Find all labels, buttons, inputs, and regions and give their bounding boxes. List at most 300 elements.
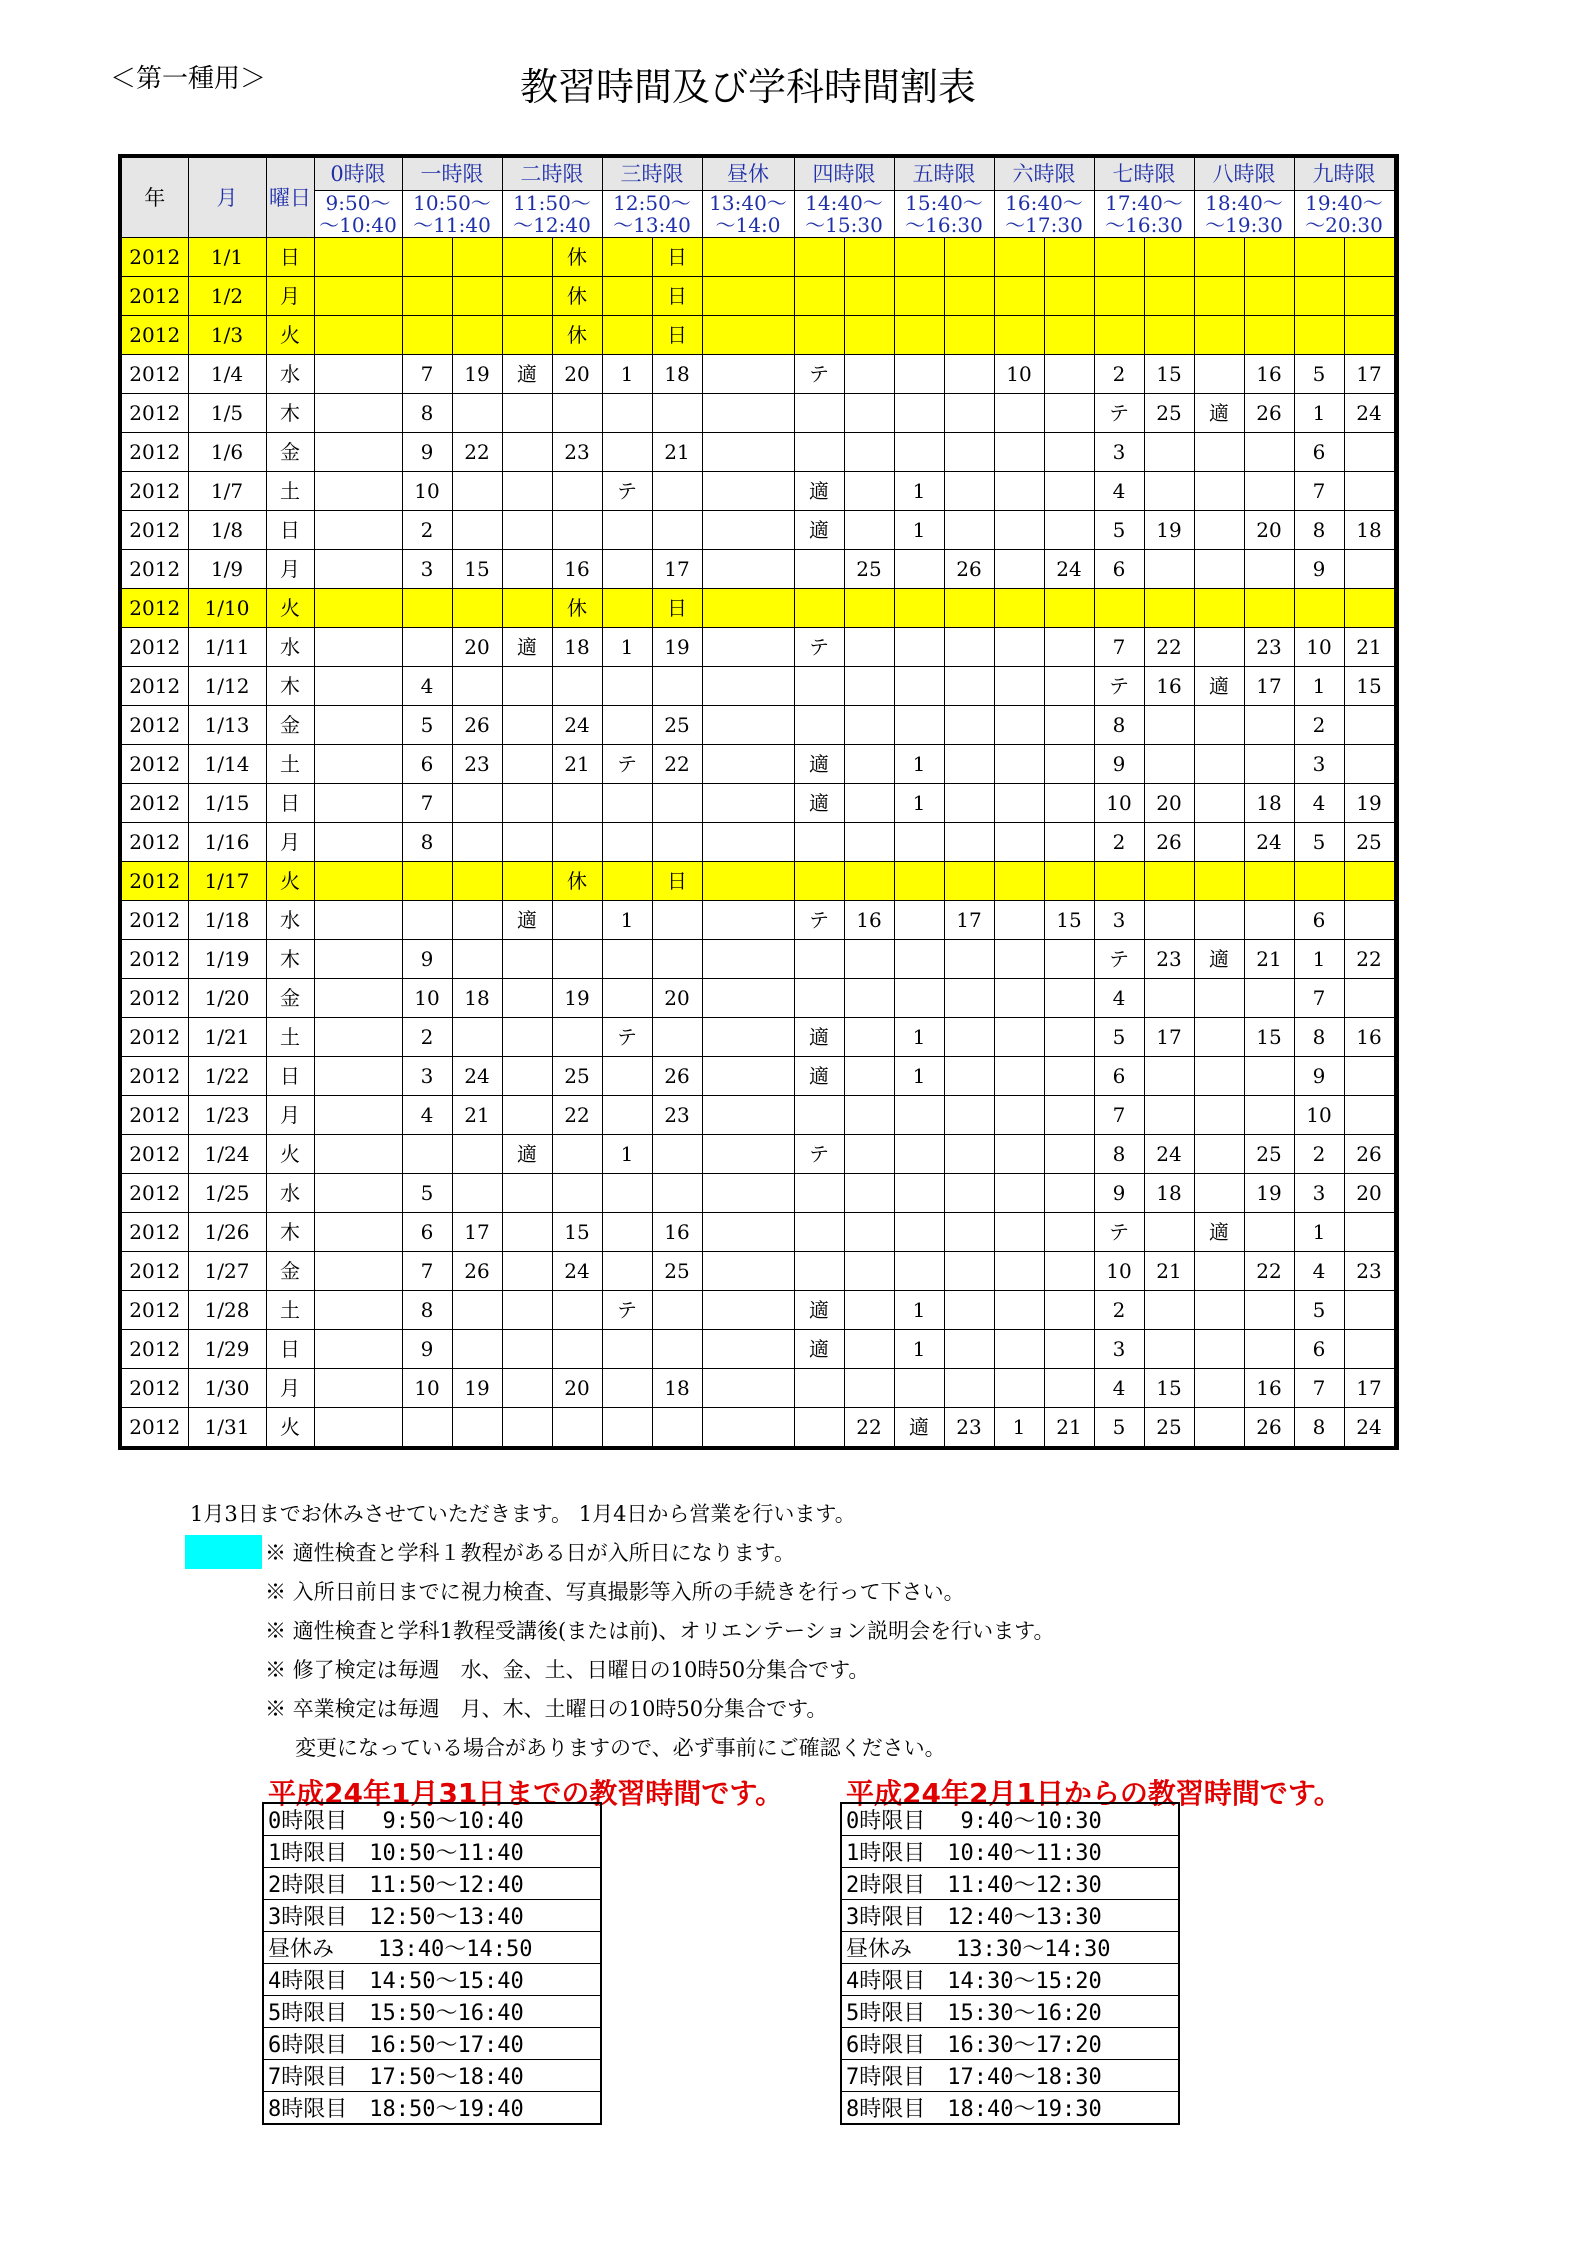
cell-period	[994, 628, 1044, 667]
cell-period: 24	[1344, 1408, 1394, 1449]
cell-period	[452, 823, 502, 862]
cell-period	[994, 1018, 1044, 1057]
cell-period	[502, 1213, 552, 1252]
old-timetable-cell: 8時限目 18:50〜19:40	[263, 2092, 601, 2125]
cell-period	[894, 355, 944, 394]
cell-period	[944, 823, 994, 862]
cell-period	[794, 706, 844, 745]
cell-weekday: 月	[266, 1369, 314, 1408]
cell-period	[702, 589, 794, 628]
schedule-row	[120, 862, 1397, 901]
cell-period	[994, 1213, 1044, 1252]
cell-period	[652, 901, 702, 940]
cell-period	[994, 745, 1044, 784]
cell-period: 18	[1244, 784, 1294, 823]
cell-period	[1344, 1330, 1394, 1369]
cell-period: 24	[552, 1252, 602, 1291]
cell-period: 6	[402, 1213, 452, 1252]
cell-date: 1/22	[188, 1057, 266, 1096]
cell-period	[994, 1174, 1044, 1213]
cell-weekday: 木	[266, 1213, 314, 1252]
cell-period	[994, 1057, 1044, 1096]
cell-year: 2012	[120, 1252, 188, 1291]
cell-period: 3	[1294, 1174, 1344, 1213]
cell-period	[1244, 1330, 1294, 1369]
cell-period	[1144, 1213, 1194, 1252]
cell-period	[1144, 901, 1194, 940]
cell-period	[1194, 1252, 1244, 1291]
cell-period	[314, 979, 402, 1018]
cell-period: 25	[652, 1252, 702, 1291]
cell-period	[402, 901, 452, 940]
cell-period	[552, 940, 602, 979]
cell-period	[1244, 706, 1294, 745]
cell-period	[894, 238, 944, 277]
cell-period	[1194, 238, 1244, 277]
cell-period	[1044, 1096, 1094, 1135]
old-timetable-row	[263, 1836, 601, 1868]
cell-period	[702, 862, 794, 901]
cell-period	[314, 1174, 402, 1213]
cell-period	[552, 1291, 602, 1330]
cell-period: 26	[452, 706, 502, 745]
cell-weekday: 日	[266, 238, 314, 277]
cell-period	[1194, 355, 1244, 394]
cell-year: 2012	[120, 433, 188, 472]
cell-period	[452, 238, 502, 277]
cell-period	[1194, 511, 1244, 550]
cell-year: 2012	[120, 1135, 188, 1174]
cell-period	[1344, 706, 1394, 745]
cell-period	[502, 589, 552, 628]
cell-period	[402, 238, 452, 277]
cell-period: テ	[794, 355, 844, 394]
cell-period: 10	[402, 1369, 452, 1408]
header-period-time: 13:40〜 〜14:0	[702, 191, 794, 238]
cell-period	[1194, 862, 1244, 901]
cell-period	[794, 277, 844, 316]
cell-date: 1/20	[188, 979, 266, 1018]
cell-period	[402, 589, 452, 628]
cell-period	[944, 1018, 994, 1057]
cell-period	[1044, 1369, 1094, 1408]
cell-period	[314, 784, 402, 823]
old-timetable-row	[263, 2092, 601, 2125]
cell-weekday: 月	[266, 823, 314, 862]
cell-period	[944, 706, 994, 745]
cell-period	[1244, 1096, 1294, 1135]
header-period-name: 八時限	[1194, 156, 1294, 191]
cell-period	[1044, 667, 1094, 706]
cell-period: 22	[552, 1096, 602, 1135]
cell-period: 10	[994, 355, 1044, 394]
cell-period	[1194, 277, 1244, 316]
header-period-name: 二時限	[502, 156, 602, 191]
cell-period	[944, 316, 994, 355]
schedule-row	[120, 1018, 1397, 1057]
cell-period	[994, 433, 1044, 472]
cell-period: 適	[502, 355, 552, 394]
schedule-row	[120, 628, 1397, 667]
schedule-row	[120, 1408, 1397, 1449]
cell-period	[944, 433, 994, 472]
cell-period	[944, 394, 994, 433]
cell-period: 15	[552, 1213, 602, 1252]
cell-period	[894, 1252, 944, 1291]
cell-period	[994, 901, 1044, 940]
cell-period: 適	[794, 472, 844, 511]
cell-period	[702, 238, 794, 277]
cell-period: テ	[602, 1018, 652, 1057]
cell-period	[944, 1057, 994, 1096]
cell-period	[702, 706, 794, 745]
cell-period: 18	[1144, 1174, 1194, 1213]
cell-period	[452, 1330, 502, 1369]
cell-period	[1244, 550, 1294, 589]
cell-period	[944, 979, 994, 1018]
cell-period	[944, 1291, 994, 1330]
cell-period: 21	[652, 433, 702, 472]
cell-period	[1194, 1018, 1244, 1057]
cell-period	[1044, 745, 1094, 784]
old-timetable-heading: 平成24年1月31日までの教習時間です。	[268, 1777, 784, 1810]
cell-period: 23	[552, 433, 602, 472]
cell-period: 3	[1094, 1330, 1144, 1369]
cell-period	[844, 355, 894, 394]
cell-period	[1244, 1057, 1294, 1096]
cell-period	[602, 1408, 652, 1449]
cell-period: 6	[1294, 1330, 1344, 1369]
new-timetable-row	[841, 2060, 1179, 2092]
cell-period	[702, 277, 794, 316]
cell-period	[452, 1174, 502, 1213]
cell-period: 3	[1094, 433, 1144, 472]
cell-period: 16	[1244, 355, 1294, 394]
cell-period: 4	[402, 667, 452, 706]
cell-period	[844, 667, 894, 706]
cell-period	[794, 1174, 844, 1213]
old-timetable-row	[263, 1996, 601, 2028]
cell-year: 2012	[120, 628, 188, 667]
cell-period	[1294, 277, 1344, 316]
cell-year: 2012	[120, 550, 188, 589]
new-timetable-cell: 4時限目 14:30〜15:20	[841, 1964, 1179, 1996]
cell-period	[314, 1096, 402, 1135]
cell-period	[314, 238, 402, 277]
cell-date: 1/21	[188, 1018, 266, 1057]
cell-period: 4	[1294, 784, 1344, 823]
cell-period	[314, 823, 402, 862]
new-timetable-row	[841, 1836, 1179, 1868]
cell-date: 1/12	[188, 667, 266, 706]
cell-period	[1044, 823, 1094, 862]
cell-period	[1394, 1408, 1397, 1449]
header-period-name: 七時限	[1094, 156, 1194, 191]
old-timetable	[262, 1802, 602, 2125]
cell-period	[1144, 1057, 1194, 1096]
cell-period	[552, 1408, 602, 1449]
cell-period	[1044, 1252, 1094, 1291]
cell-period	[1194, 784, 1244, 823]
cell-period	[602, 511, 652, 550]
cell-period	[1394, 1291, 1397, 1330]
header-period-time: 9:50〜 〜10:40	[314, 191, 402, 238]
cell-period	[794, 979, 844, 1018]
cell-period	[314, 901, 402, 940]
cell-period: 21	[1044, 1408, 1094, 1449]
cell-period	[844, 433, 894, 472]
cell-period: 3	[402, 550, 452, 589]
header-period-time: 19:40〜 〜20:30	[1294, 191, 1394, 238]
cell-period	[894, 667, 944, 706]
cell-period: 1	[1294, 394, 1344, 433]
cell-period	[702, 1213, 794, 1252]
cell-period: 23	[452, 745, 502, 784]
cell-period: 1	[894, 1291, 944, 1330]
cell-period	[314, 940, 402, 979]
cell-period	[602, 784, 652, 823]
cell-period: 9	[1294, 550, 1344, 589]
cell-period: テ	[794, 901, 844, 940]
cell-period: 4	[402, 1096, 452, 1135]
cell-period: 8	[402, 823, 452, 862]
cell-year: 2012	[120, 511, 188, 550]
cell-period: 22	[1344, 940, 1394, 979]
cell-weekday: 金	[266, 979, 314, 1018]
header-period-time: 12:50〜 〜13:40	[602, 191, 702, 238]
cell-period	[844, 1174, 894, 1213]
cell-period	[1094, 238, 1144, 277]
cell-period	[452, 1018, 502, 1057]
cell-period: 3	[1294, 745, 1344, 784]
cell-period: 6	[1294, 901, 1344, 940]
cell-period	[794, 1252, 844, 1291]
cell-period	[1244, 862, 1294, 901]
cell-period: 23	[652, 1096, 702, 1135]
cell-period	[502, 277, 552, 316]
cell-period: 19	[452, 1369, 502, 1408]
cell-period	[1194, 1174, 1244, 1213]
cell-period	[314, 1018, 402, 1057]
cell-period	[1194, 1291, 1244, 1330]
cell-period	[1294, 862, 1344, 901]
cell-year: 2012	[120, 394, 188, 433]
cell-period	[794, 394, 844, 433]
cell-period	[402, 1135, 452, 1174]
cell-period: テ	[1094, 667, 1144, 706]
cell-period	[1044, 940, 1094, 979]
cell-period: 15	[1244, 1018, 1294, 1057]
schedule-row	[120, 238, 1397, 277]
cell-period: 日	[652, 316, 702, 355]
cell-date: 1/7	[188, 472, 266, 511]
cell-period: 9	[1094, 1174, 1144, 1213]
cell-period	[702, 901, 794, 940]
cell-period	[1144, 433, 1194, 472]
cell-date: 1/24	[188, 1135, 266, 1174]
cell-period	[452, 316, 502, 355]
cell-period: 19	[1344, 784, 1394, 823]
header-period-name: 昼休	[702, 156, 794, 191]
cell-period	[1244, 901, 1294, 940]
cell-period	[502, 316, 552, 355]
cell-period	[652, 1330, 702, 1369]
cell-period	[502, 1174, 552, 1213]
cell-period	[994, 1135, 1044, 1174]
cell-period: 19	[1244, 1174, 1294, 1213]
cell-period	[502, 1369, 552, 1408]
cell-period	[702, 1252, 794, 1291]
cell-date: 1/14	[188, 745, 266, 784]
cell-weekday: 土	[266, 1018, 314, 1057]
cell-period	[844, 862, 894, 901]
cell-period: 26	[1244, 394, 1294, 433]
cell-period	[1394, 784, 1397, 823]
cell-period: 10	[1094, 1252, 1144, 1291]
cell-period	[844, 745, 894, 784]
schedule-row	[120, 394, 1397, 433]
cell-period	[944, 511, 994, 550]
cell-period	[844, 628, 894, 667]
cell-period	[1044, 979, 1094, 1018]
old-timetable-row	[263, 1900, 601, 1932]
new-timetable-cell: 0時限目 9:40〜10:30	[841, 1803, 1179, 1836]
cell-period: 日	[652, 238, 702, 277]
cell-period: 21	[552, 745, 602, 784]
cell-date: 1/16	[188, 823, 266, 862]
cell-period: 5	[1294, 1291, 1344, 1330]
cell-period: 25	[1144, 1408, 1194, 1449]
cell-period	[652, 940, 702, 979]
cell-period	[894, 628, 944, 667]
cell-period	[1194, 1330, 1244, 1369]
schedule-row	[120, 355, 1397, 394]
cell-period: 21	[1344, 628, 1394, 667]
cell-period: 26	[944, 550, 994, 589]
cell-weekday: 月	[266, 550, 314, 589]
cell-period	[502, 550, 552, 589]
cell-period	[844, 394, 894, 433]
cell-period	[1044, 433, 1094, 472]
cell-period	[1394, 589, 1397, 628]
cell-period	[314, 628, 402, 667]
cell-period	[652, 1408, 702, 1449]
cell-year: 2012	[120, 1057, 188, 1096]
cell-year: 2012	[120, 472, 188, 511]
cell-year: 2012	[120, 277, 188, 316]
cell-period	[602, 589, 652, 628]
cell-period	[844, 1291, 894, 1330]
cell-period	[314, 316, 402, 355]
cell-period: 19	[552, 979, 602, 1018]
cell-period: 25	[552, 1057, 602, 1096]
schedule-row	[120, 511, 1397, 550]
cell-year: 2012	[120, 1369, 188, 1408]
cell-period: 23	[1144, 940, 1194, 979]
cell-period	[1194, 550, 1244, 589]
cell-period	[1244, 1291, 1294, 1330]
cell-period	[894, 1369, 944, 1408]
cell-period	[652, 1291, 702, 1330]
cell-weekday: 日	[266, 1330, 314, 1369]
cell-period	[1194, 1096, 1244, 1135]
cell-period: 1	[1294, 1213, 1344, 1252]
cell-period: 日	[652, 589, 702, 628]
cell-period	[1394, 394, 1397, 433]
cell-period: 23	[1344, 1252, 1394, 1291]
cell-period: 1	[894, 745, 944, 784]
cell-period: 10	[1294, 1096, 1344, 1135]
cell-period	[452, 472, 502, 511]
header-period-name: 六時限	[994, 156, 1094, 191]
schedule-row	[120, 550, 1397, 589]
cell-period	[1194, 1369, 1244, 1408]
cell-period	[452, 277, 502, 316]
cell-period: 16	[1144, 667, 1194, 706]
cell-period	[702, 823, 794, 862]
cell-period	[1094, 589, 1144, 628]
header-period-time: 18:40〜 〜19:30	[1194, 191, 1294, 238]
cell-period	[1044, 355, 1094, 394]
old-timetable-row	[263, 1964, 601, 1996]
cell-period: 2	[402, 1018, 452, 1057]
cell-period: 9	[402, 940, 452, 979]
cell-year: 2012	[120, 862, 188, 901]
header-period-time: 11:50〜 〜12:40	[502, 191, 602, 238]
cell-date: 1/29	[188, 1330, 266, 1369]
schedule-row	[120, 1135, 1397, 1174]
cell-period	[994, 667, 1044, 706]
cell-period	[452, 862, 502, 901]
old-timetable-cell: 3時限目 12:50〜13:40	[263, 1900, 601, 1932]
cell-period	[944, 862, 994, 901]
cell-period: 適	[502, 628, 552, 667]
cell-period: テ	[602, 472, 652, 511]
cell-year: 2012	[120, 355, 188, 394]
cell-period	[1044, 394, 1094, 433]
cell-year: 2012	[120, 979, 188, 1018]
cell-period: 26	[1244, 1408, 1294, 1449]
cell-period	[552, 1018, 602, 1057]
header-period-time: 10:50〜 〜11:40	[402, 191, 502, 238]
cell-period: 4	[1294, 1252, 1344, 1291]
cell-period: 8	[1094, 706, 1144, 745]
cell-period	[502, 862, 552, 901]
cell-period	[994, 589, 1044, 628]
cell-period	[314, 355, 402, 394]
cell-period	[1094, 277, 1144, 316]
cell-period	[314, 589, 402, 628]
new-timetable-row	[841, 1964, 1179, 1996]
note-procedure: ※ 入所日前日までに視力検査、写真撮影等入所の手続きを行って下さい。	[265, 1580, 965, 1604]
cell-period: 7	[1094, 1096, 1144, 1135]
schedule-row	[120, 823, 1397, 862]
cell-period: 26	[1344, 1135, 1394, 1174]
cell-date: 1/9	[188, 550, 266, 589]
cell-period	[502, 1252, 552, 1291]
cell-period	[1194, 433, 1244, 472]
cell-period: 8	[1294, 1408, 1344, 1449]
note-graduation-exam: ※ 卒業検定は毎週 月、木、土曜日の10時50分集合です。	[265, 1697, 828, 1721]
cell-period: 15	[1044, 901, 1094, 940]
cell-period	[794, 238, 844, 277]
cell-period: 4	[1094, 1369, 1144, 1408]
cell-year: 2012	[120, 1408, 188, 1449]
schedule-row	[120, 316, 1397, 355]
old-timetable-row	[263, 1803, 601, 1836]
cell-period	[994, 1330, 1044, 1369]
cell-period	[794, 940, 844, 979]
